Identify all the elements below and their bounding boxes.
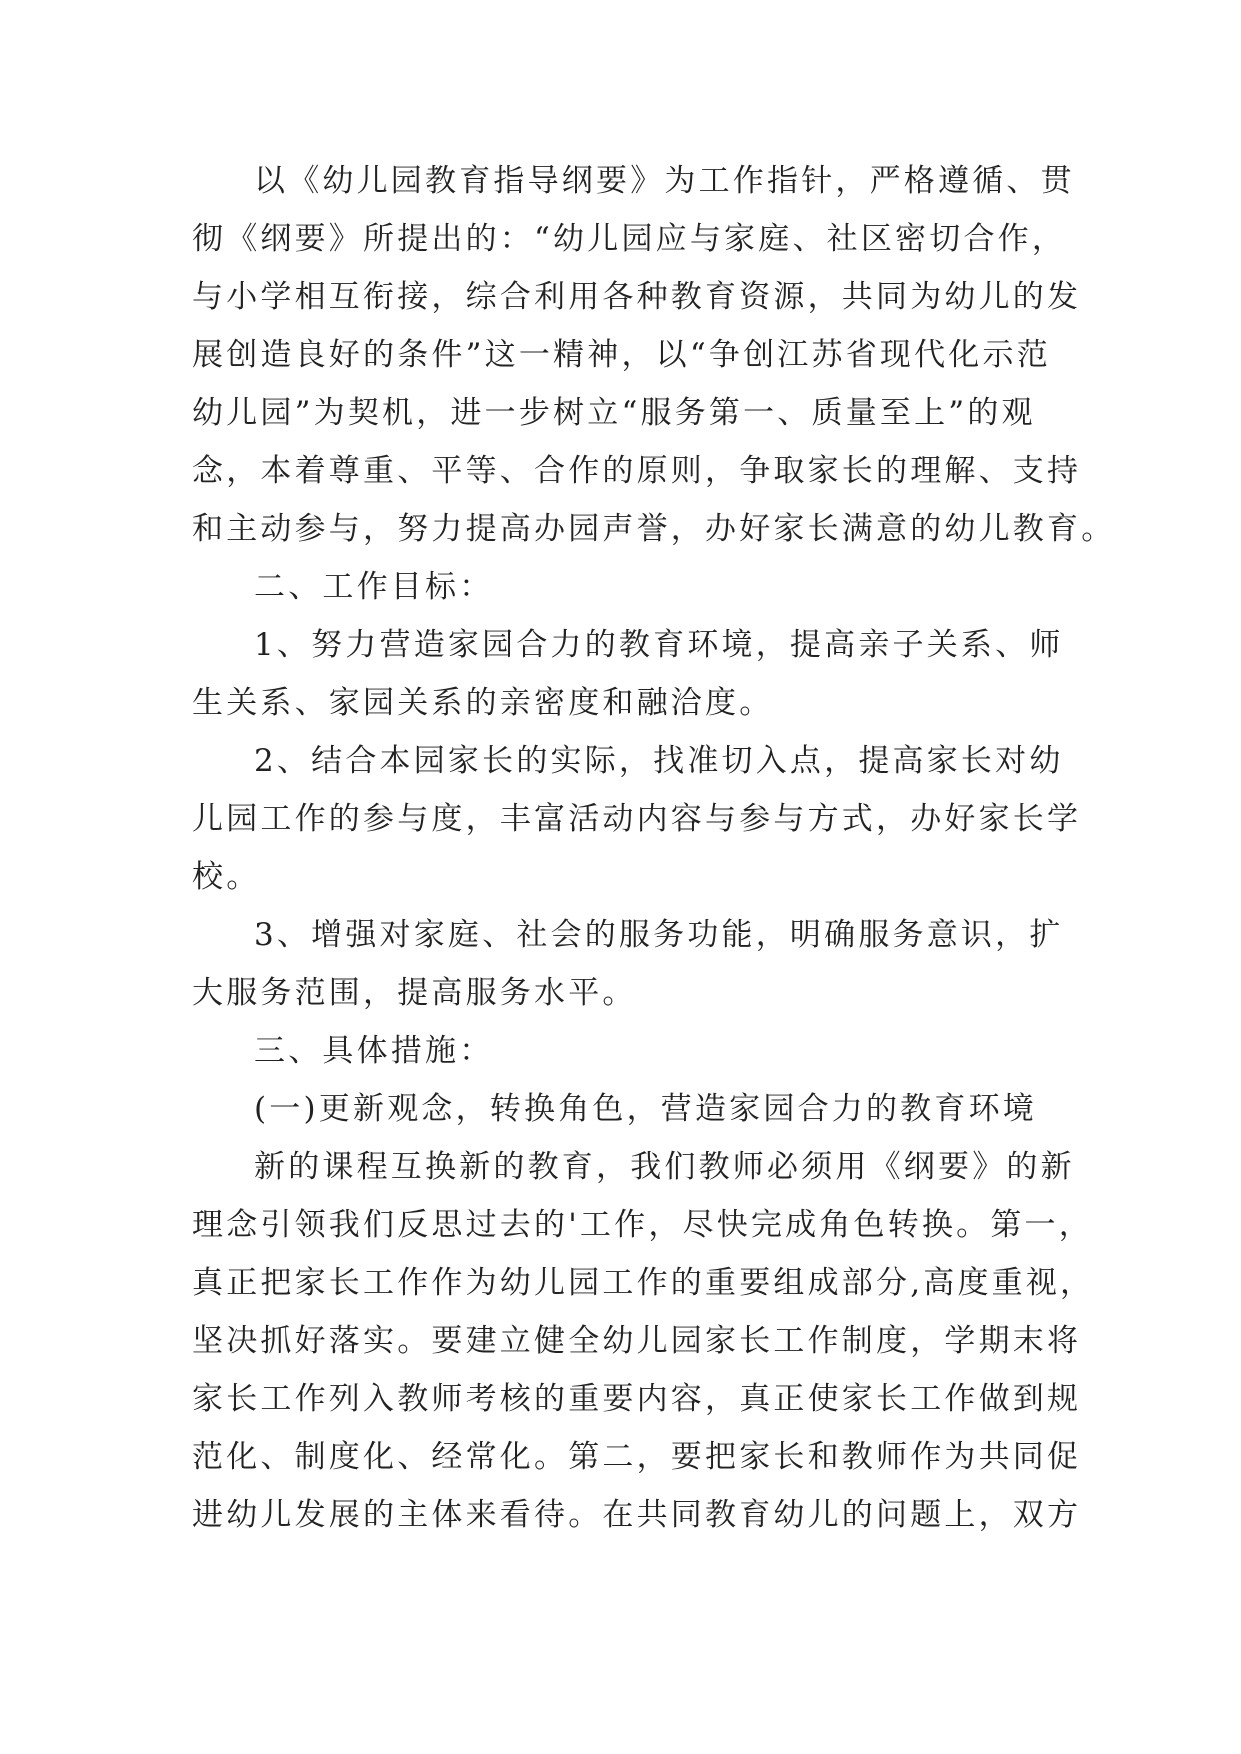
text-line: 理念引领我们反思过去的'工作，尽快完成角色转换。第一， xyxy=(192,1207,1093,1243)
text-line: 3、增强对家庭、社会的服务功能，明确服务意识，扩 xyxy=(254,917,1064,953)
text-line: 坚决抓好落实。要建立健全幼儿园家长工作制度，学期末将 xyxy=(192,1323,1082,1359)
text-line: 校。 xyxy=(192,859,261,895)
text-line: 彻《纲要》所提出的：“幼儿园应与家庭、社区密切合作， xyxy=(192,221,1067,257)
text-line: 念，本着尊重、平等、合作的原则，争取家长的理解、支持 xyxy=(192,453,1082,489)
text-line: 三、具体措施： xyxy=(254,1033,494,1069)
paragraph-goal-2 xyxy=(192,732,1082,906)
text-line: 与小学相互衔接，综合利用各种教育资源，共同为幼儿的发 xyxy=(192,279,1082,315)
text-line: 展创造良好的条件”这一精神，以“争创江苏省现代化示范 xyxy=(192,337,1051,373)
text-line: 真正把家长工作作为幼儿园工作的重要组成部分,高度重视， xyxy=(192,1265,1095,1301)
text-line: 以《幼儿园教育指导纲要》为工作指针，严格遵循、贯 xyxy=(254,163,1075,199)
paragraph-goal-3 xyxy=(192,906,1064,1022)
text-line: 范化、制度化、经常化。第二，要把家长和教师作为共同促 xyxy=(192,1439,1082,1475)
text-line: 1、努力营造家园合力的教育环境，提高亲子关系、师 xyxy=(254,627,1064,663)
text-line: 家长工作列入教师考核的重要内容，真正使家长工作做到规 xyxy=(192,1381,1082,1417)
paragraph-measure-1 xyxy=(192,1138,1095,1544)
document-body xyxy=(192,152,1116,1544)
text-line: 幼儿园”为契机，进一步树立“服务第一、质量至上”的观 xyxy=(192,395,1036,431)
section-heading-goals xyxy=(192,558,1052,616)
subsection-heading-1 xyxy=(192,1080,1052,1138)
text-line: 儿园工作的参与度，丰富活动内容与参与方式，办好家长学 xyxy=(192,801,1082,837)
text-line: 和主动参与，努力提高办园声誉，办好家长满意的幼儿教育。 xyxy=(192,511,1116,547)
text-line: 2、结合本园家长的实际，找准切入点，提高家长对幼 xyxy=(254,743,1064,779)
text-line: 生关系、家园关系的亲密度和融洽度。 xyxy=(192,685,774,721)
text-line: (一)更新观念，转换角色，营造家园合力的教育环境 xyxy=(254,1091,1037,1127)
paragraph-goal-1 xyxy=(192,616,1064,732)
paragraph-guiding-principle xyxy=(192,152,1116,558)
text-line: 新的课程互换新的教育，我们教师必须用《纲要》的新 xyxy=(254,1149,1075,1185)
text-line: 进幼儿发展的主体来看待。在共同教育幼儿的问题上，双方 xyxy=(192,1497,1082,1533)
text-line: 二、工作目标： xyxy=(254,569,494,605)
section-heading-measures xyxy=(192,1022,1052,1080)
text-line: 大服务范围，提高服务水平。 xyxy=(192,975,637,1011)
